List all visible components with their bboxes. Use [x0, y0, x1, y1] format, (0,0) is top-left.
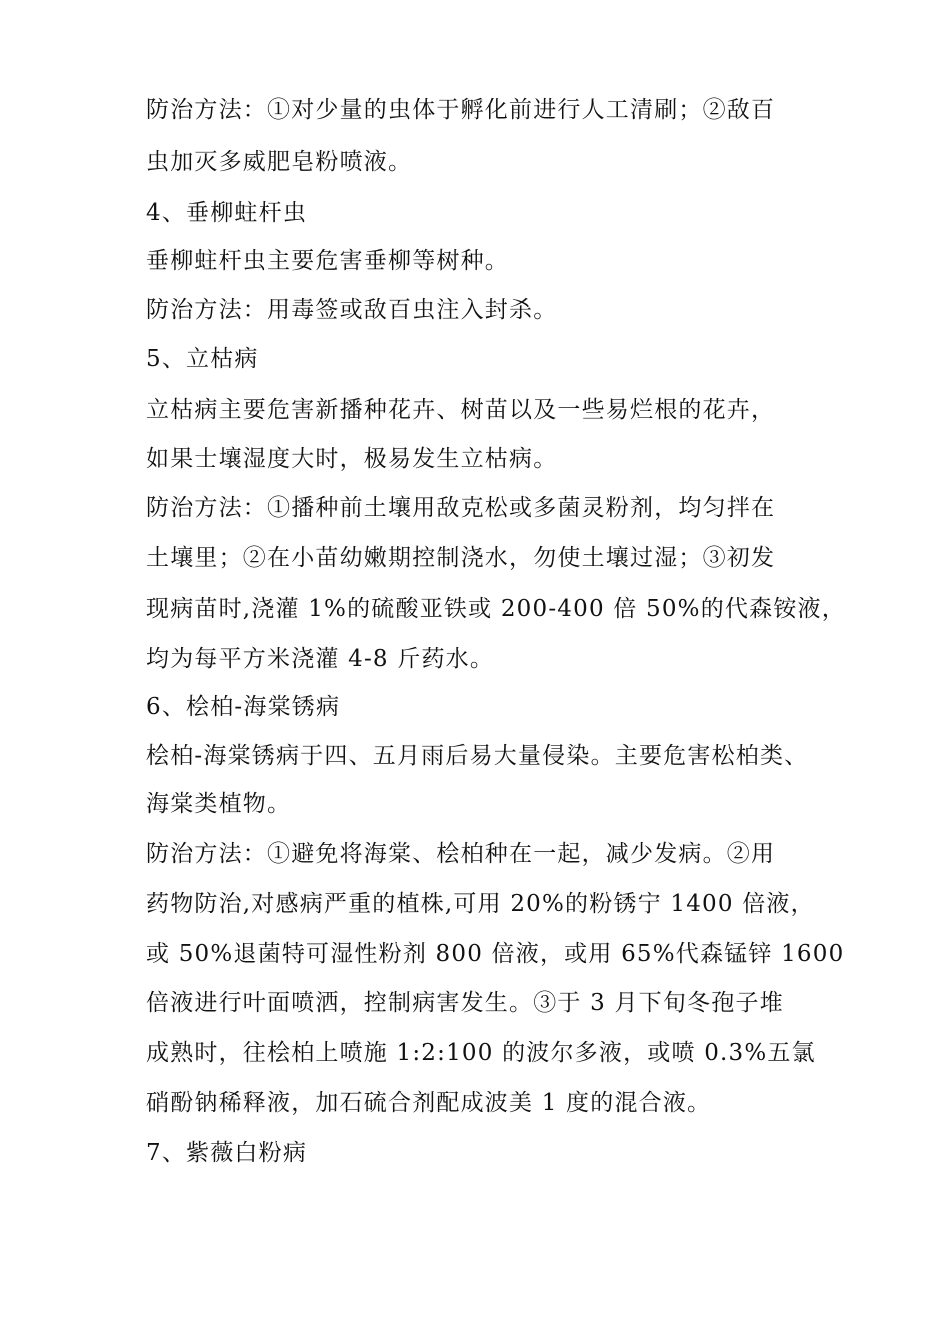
text-line: 虫加灭多威肥皂粉喷液。	[146, 149, 413, 175]
text-line: 桧柏-海棠锈病于四、五月雨后易大量侵染。主要危害松柏类、	[146, 743, 809, 769]
text-line: 防治方法：①避免将海棠、桧柏种在一起，减少发病。②用	[146, 841, 776, 867]
text-line: 土壤里；②在小苗幼嫩期控制浇水，勿使土壤过湿；③初发	[146, 545, 776, 571]
text-line: 或 50%退菌特可湿性粉剂 800 倍液，或用 65%代森锰锌 1600	[146, 941, 845, 967]
section-heading: 7、紫薇白粉病	[146, 1140, 308, 1166]
text-line: 海棠类植物。	[146, 791, 292, 817]
text-line: 防治方法：用毒签或敌百虫注入封杀。	[146, 297, 558, 323]
section-heading: 5、立枯病	[146, 346, 259, 372]
text-line: 药物防治,对感病严重的植株,可用 20%的粉锈宁 1400 倍液，	[146, 891, 815, 917]
section-heading: 4、垂柳蛀杆虫	[146, 200, 308, 226]
text-line: 成熟时，往桧柏上喷施 1:2:100 的波尔多液，或喷 0.3%五氯	[146, 1040, 816, 1066]
section-heading: 6、桧柏-海棠锈病	[146, 694, 341, 720]
text-line: 现病苗时,浇灌 1%的硫酸亚铁或 200-400 倍 50%的代森铵液，	[146, 596, 846, 622]
text-line: 硝酚钠稀释液，加石硫合剂配成波美 1 度的混合液。	[146, 1090, 712, 1116]
text-line: 垂柳蛀杆虫主要危害垂柳等树种。	[146, 248, 509, 274]
text-line: 立枯病主要危害新播种花卉、树苗以及一些易烂根的花卉，	[146, 397, 776, 423]
text-line: 防治方法：①对少量的虫体于孵化前进行人工清刷；②敌百	[146, 97, 776, 123]
text-line: 如果士壤湿度大时，极易发生立枯病。	[146, 446, 558, 472]
text-line: 均为每平方米浇灌 4-8 斤药水。	[146, 646, 495, 672]
text-line: 防治方法：①播种前土壤用敌克松或多菌灵粉剂，均匀拌在	[146, 495, 776, 521]
text-line: 倍液进行叶面喷洒，控制病害发生。③于 3 月下旬冬孢子堆	[146, 990, 784, 1016]
